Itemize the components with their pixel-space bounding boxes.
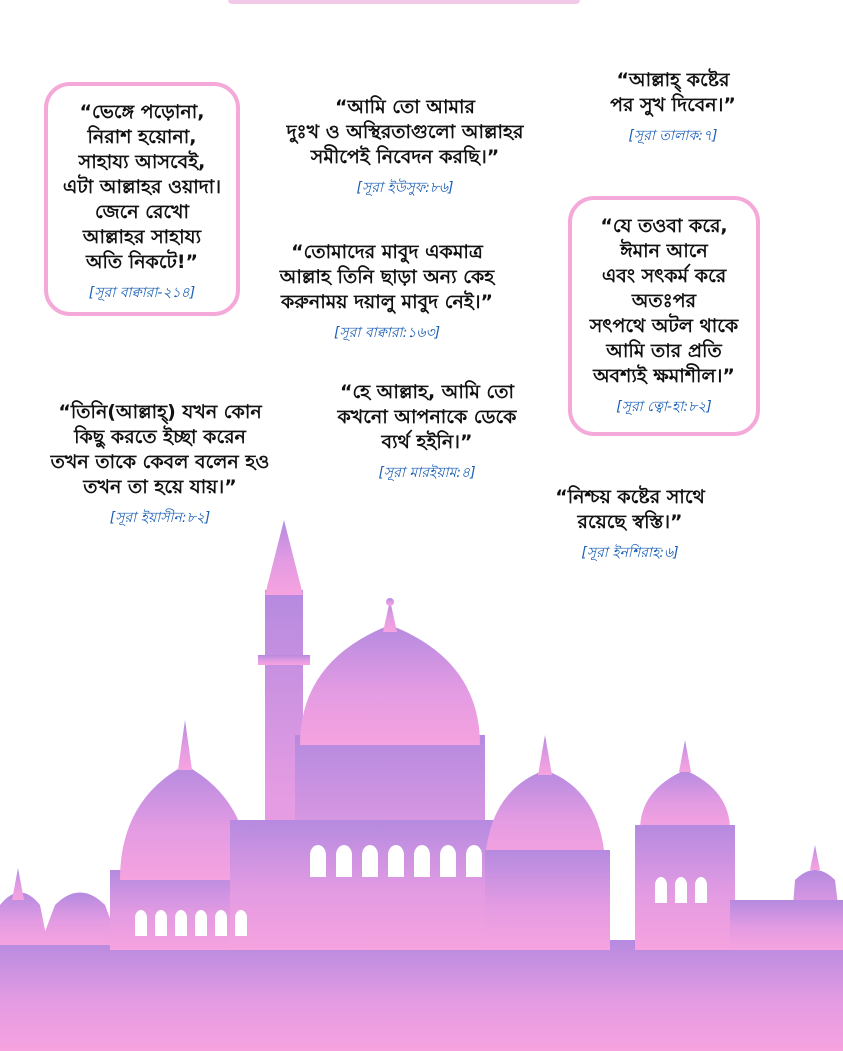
quote-text: “ভেঙ্গে পড়োনা, নিরাশ হয়োনা, সাহায্য আসবেই, এটা আল্লাহর ওয়াদা। জেনে রেখো আল্লাহর সাহায্য অতি নিকটে!” — [62, 101, 222, 273]
quote-text: “তোমাদের মাবুদ একমাত্র আল্লাহ তিনি ছাড়া অন্য কেহ করুনাময় দয়ালু মাবুদ নেই।” — [279, 241, 495, 313]
quote-baqarah-163 — [252, 240, 522, 346]
quote-yusuf-86 — [270, 95, 540, 201]
quote-text: “তিনি(আল্লাহ্‌) যখন কোন কিছু করতে ইচ্ছা করেন তখন তাকে কেবল বলেন হও তখন তা হয়ে যায়।” — [50, 401, 270, 498]
quote-card-baqarah-214 — [44, 82, 240, 316]
quote-inshirah-6 — [530, 485, 730, 566]
quote-reference: [সূরা বাক্বারা-২১৪] — [88, 285, 196, 301]
quote-talaq-7 — [578, 68, 768, 149]
quote-text: “নিশ্চয় কষ্টের সাথে রয়েছে স্বস্তি।” — [555, 486, 705, 533]
quote-text: “যে তওবা করে, ঈমান আনে এবং সৎকর্ম করে অতঃপর সৎপথে অটল থাকে আমি তার প্রতি অবশ্যই ক্ষমাশীল।” — [589, 215, 739, 387]
quote-text: “হে আল্লাহ, আমি তো কখনো আপনাকে ডেকে ব্যর্থ হইনি।” — [337, 381, 517, 453]
quote-maryam-4 — [316, 380, 538, 486]
quote-yasin-82 — [22, 400, 298, 531]
quote-reference: [সূরা ইনশিরাহ:৬] — [581, 545, 679, 561]
quote-reference: [সূরা তালাক:৭] — [628, 128, 718, 144]
quote-card-taha-82 — [568, 196, 760, 436]
quote-reference: [সূরা ইয়াসীন:৮২] — [109, 510, 211, 526]
quote-reference: [সূরা বাক্বারা:১৬৩] — [333, 325, 441, 341]
quote-reference: [সূরা ত্বো-হা:৮২] — [616, 399, 712, 415]
quote-text: “আমি তো আমার দুঃখ ও অস্থিরতাগুলো আল্লাহর সমীপেই নিবেদন করছি।” — [286, 96, 524, 168]
quote-text: “আল্লাহ্‌ কষ্টের পর সুখ দিবেন।” — [610, 69, 736, 116]
quote-reference: [সূরা মারইয়াম:৪] — [378, 465, 476, 481]
quote-reference: [সূরা ইউসুফ:৮৬] — [356, 180, 454, 196]
